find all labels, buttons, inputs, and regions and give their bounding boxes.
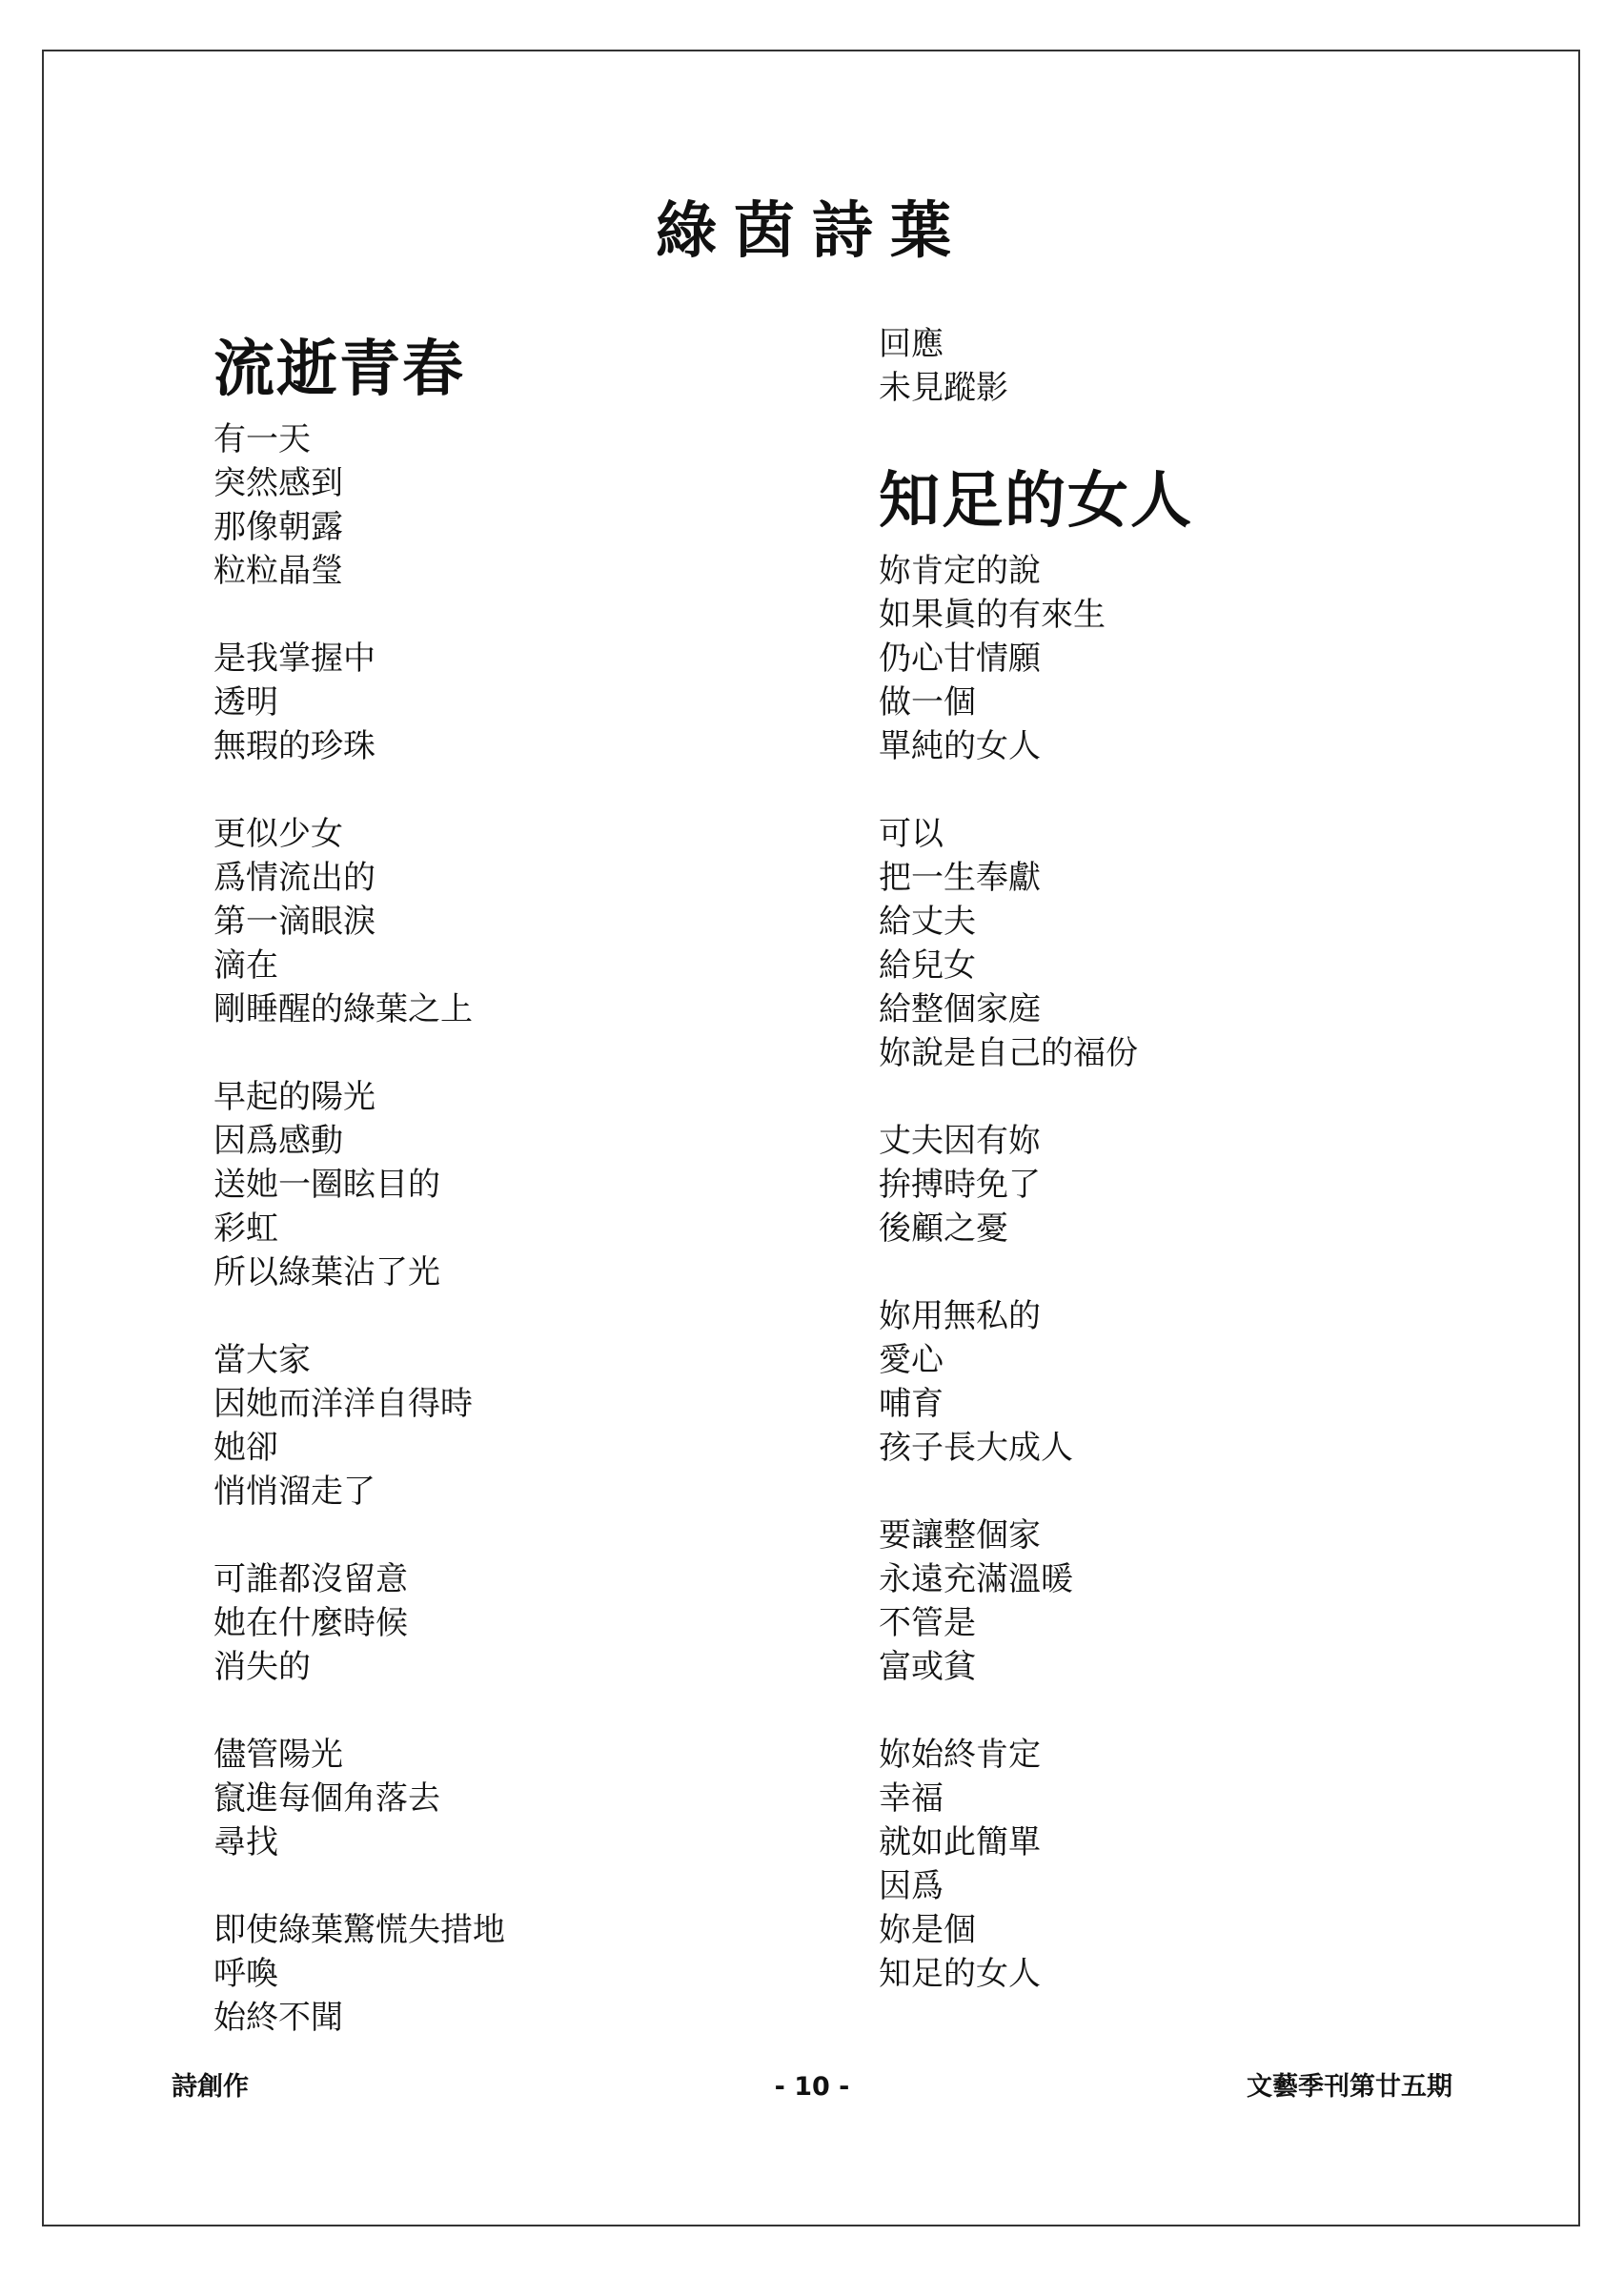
stanza bbox=[213, 1733, 823, 1864]
stanza bbox=[213, 417, 823, 593]
poem-1-body bbox=[213, 417, 823, 2040]
poem-line: 即使綠葉驚慌失措地 bbox=[213, 1911, 505, 1949]
stanza bbox=[213, 1908, 823, 2040]
poem-line: 不管是 bbox=[879, 1604, 976, 1642]
poem-line: 剛睡醒的綠葉之上 bbox=[213, 990, 473, 1028]
poem-line: 尋找 bbox=[213, 1823, 278, 1861]
poem-line: 未見蹤影 bbox=[879, 369, 1008, 407]
stanza bbox=[213, 1338, 823, 1514]
poem-line: 粒粒晶瑩 bbox=[213, 552, 343, 590]
poem-line: 如果眞的有來生 bbox=[879, 596, 1106, 634]
poem-line: 因爲 bbox=[879, 1867, 944, 1905]
poem-line: 永遠充滿溫暖 bbox=[879, 1560, 1073, 1598]
poem-line: 當大家 bbox=[213, 1341, 311, 1379]
poem-line: 突然感到 bbox=[213, 464, 343, 502]
stanza bbox=[879, 1119, 1489, 1250]
poem-title-2: 知足的女人 bbox=[879, 465, 1193, 537]
poem-line: 是我掌握中 bbox=[213, 640, 376, 678]
poem-title-1: 流逝青春 bbox=[213, 334, 465, 405]
poem-line: 爲情流出的 bbox=[213, 859, 376, 897]
poem-line: 幸福 bbox=[879, 1779, 944, 1818]
poem-line: 呼喚 bbox=[213, 1955, 278, 1993]
poem-line: 早起的陽光 bbox=[213, 1078, 376, 1116]
poem-line: 仍心甘情願 bbox=[879, 640, 1041, 678]
poem-line: 就如此簡單 bbox=[879, 1823, 1041, 1861]
poem-line: 可以 bbox=[879, 815, 944, 853]
poem-line: 做一個 bbox=[879, 683, 976, 722]
stanza bbox=[213, 812, 823, 1031]
poem-line: 竄進每個角落去 bbox=[213, 1779, 440, 1818]
poem-line: 妳用無私的 bbox=[879, 1297, 1041, 1335]
poem-line: 妳說是自己的福份 bbox=[879, 1034, 1138, 1072]
poem-line: 因爲感動 bbox=[213, 1122, 343, 1160]
poem-line: 她在什麼時候 bbox=[213, 1604, 408, 1642]
poem-line: 單純的女人 bbox=[879, 727, 1041, 765]
poem-line: 給整個家庭 bbox=[879, 990, 1041, 1028]
poem-line: 透明 bbox=[213, 683, 278, 722]
stanza bbox=[879, 812, 1489, 1075]
stanza bbox=[213, 1075, 823, 1294]
stanza bbox=[879, 549, 1489, 768]
stanza bbox=[879, 1294, 1489, 1470]
right-column bbox=[879, 322, 1489, 2040]
poem-line: 因她而洋洋自得時 bbox=[213, 1385, 473, 1423]
poem-line: 儘管陽光 bbox=[213, 1736, 343, 1774]
poem-1-continuation bbox=[879, 322, 1489, 410]
stanza bbox=[879, 1733, 1489, 1996]
poem-line: 給兒女 bbox=[879, 946, 976, 985]
stanza bbox=[879, 1514, 1489, 1689]
poem-line: 無瑕的珍珠 bbox=[213, 727, 376, 765]
poem-line: 更似少女 bbox=[213, 815, 343, 853]
poem-line: 孩子長大成人 bbox=[879, 1429, 1073, 1467]
poem-line: 送她一圈眩目的 bbox=[213, 1166, 440, 1204]
poem-line: 始終不聞 bbox=[213, 1999, 343, 2037]
poem-line: 妳是個 bbox=[879, 1911, 976, 1949]
poem-line: 丈夫因有妳 bbox=[879, 1122, 1041, 1160]
poem-line: 給丈夫 bbox=[879, 903, 976, 941]
poem-line: 愛心 bbox=[879, 1341, 944, 1379]
poem-line: 妳肯定的說 bbox=[879, 552, 1041, 590]
poem-line: 妳始終肯定 bbox=[879, 1736, 1041, 1774]
poem-2-body bbox=[879, 549, 1489, 1996]
poem-line: 滴在 bbox=[213, 946, 278, 985]
poem-line: 拚搏時免了 bbox=[879, 1166, 1041, 1204]
footer-page-number: - 10 - bbox=[774, 2072, 850, 2102]
poem-line: 後顧之憂 bbox=[879, 1210, 1008, 1248]
poem-line: 要讓整個家 bbox=[879, 1516, 1041, 1555]
poem-line: 彩虹 bbox=[213, 1210, 278, 1248]
poem-line: 那像朝露 bbox=[213, 508, 343, 546]
stanza bbox=[213, 637, 823, 768]
poem-line: 可誰都沒留意 bbox=[213, 1560, 408, 1598]
poem-line: 悄悄溜走了 bbox=[213, 1473, 376, 1511]
poem-line: 把一生奉獻 bbox=[879, 859, 1041, 897]
stanza bbox=[213, 1557, 823, 1689]
poem-line: 消失的 bbox=[213, 1648, 311, 1686]
left-column bbox=[213, 322, 823, 2084]
page-title: 綠茵詩葉 bbox=[656, 195, 968, 267]
footer-publication: 文藝季刊第廿五期 bbox=[1247, 2072, 1452, 2102]
poem-line: 有一天 bbox=[213, 420, 311, 458]
poem-line: 知足的女人 bbox=[879, 1955, 1041, 1993]
poem-line: 回應 bbox=[879, 325, 944, 363]
footer-section-label: 詩創作 bbox=[172, 2072, 249, 2102]
poem-line: 第一滴眼淚 bbox=[213, 903, 376, 941]
poem-line: 哺育 bbox=[879, 1385, 944, 1423]
poem-line: 富或貧 bbox=[879, 1648, 976, 1686]
poem-line: 她卻 bbox=[213, 1429, 278, 1467]
poem-line: 所以綠葉沾了光 bbox=[213, 1253, 440, 1291]
